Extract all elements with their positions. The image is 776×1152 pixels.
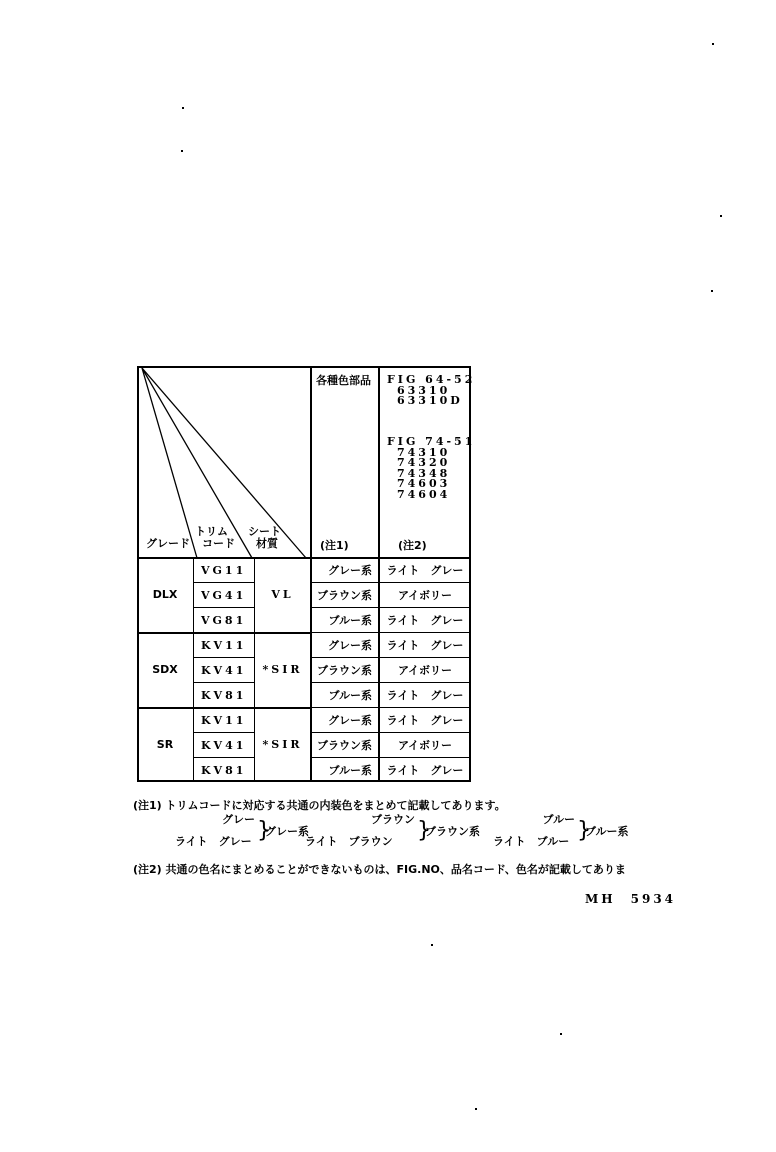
bracket-result: ブルー系 [585,825,629,838]
trim-code-cell: KV11 [201,714,247,727]
fig-code: 74603 [397,477,451,490]
row-divider [310,707,471,708]
trim-code-cell: VG81 [201,614,247,627]
parts-header: 各種色部品 [316,374,371,387]
row-divider [310,657,471,658]
trim-code-cell: KV81 [201,764,247,777]
note2-color-cell: ライト グレー [386,614,464,627]
brace-icon: } [577,818,591,843]
fig-code: 74310 [397,445,451,459]
note2-color-cell: ライト グレー [386,714,464,727]
seat-header: シート [248,525,281,538]
row-divider [193,682,255,683]
fig-block-1 [387,375,475,407]
fig-code: FIG 74-51 [387,435,476,448]
note1-header: (注1) [320,539,349,552]
note2-color-cell: ライト グレー [386,564,464,577]
bracket-bottom: ライト ブルー [493,835,570,848]
row-divider [310,682,471,683]
note1-color-cell: グレー系 [328,714,372,727]
fig-code: FIG 64-52 [387,373,476,386]
trim-header-2: コード [202,537,235,550]
note2-color-cell: アイボリー [397,739,452,752]
note-2: (注2) 共通の色名にまとめることができないものは、FIG.NO、品名コード、色名が記載してありま [133,863,626,876]
trim-code-cell: KV41 [201,664,247,677]
grade-cell: DLX [152,588,178,601]
note1-color-cell: ブラウン系 [317,589,372,602]
grade-cell: SDX [152,663,178,676]
note1-color-cell: ブラウン系 [317,664,372,677]
brace-icon: } [417,818,431,843]
note1-color-cell: ブラウン系 [317,739,372,752]
bracket-top: ブラウン [371,813,415,826]
trim-code-cell: KV11 [201,639,247,652]
row-divider [193,657,255,658]
trim-code-cell: VG41 [201,589,247,602]
note2-color-cell: ライト グレー [386,639,464,652]
row-divider [310,632,471,633]
trim-header: トリム [195,525,228,538]
seat-material-cell: *SIR [262,738,303,751]
row-divider [310,732,471,733]
row-divider [310,757,471,758]
bracket-result: グレー系 [265,825,309,838]
row-divider [193,757,255,758]
seat-header-2: 材質 [256,537,278,550]
seat-material-cell: VL [271,588,294,601]
bracket-bottom: ライト ブラウン [305,835,393,848]
bracket-top: ブルー [542,813,575,826]
note2-color-cell: ライト グレー [386,764,464,777]
note1-color-cell: ブルー系 [328,689,372,702]
note1-color-cell: グレー系 [328,639,372,652]
fig-code: 74604 [397,487,451,501]
note2-header: (注2) [398,539,427,552]
fig-code: 74320 [397,456,451,469]
bracket-top: グレー [222,813,255,826]
trim-code-cell: KV81 [201,689,247,702]
trim-code-cell: KV41 [201,739,247,752]
note2-color-cell: ライト グレー [386,689,464,702]
grade-header: グレード [146,537,190,550]
note-1: (注1) トリムコードに対応する共通の内装色をまとめて記載してあります。 [133,799,506,812]
bracket-bottom: ライト グレー [175,835,252,848]
trim-code-cell: VG11 [201,564,247,577]
seat-material-cell: *SIR [262,663,303,676]
row-divider [193,582,255,583]
note1-color-cell: ブルー系 [328,614,372,627]
fig-code: 74348 [397,466,451,480]
document-code: MH 5934 [585,892,677,906]
note1-color-cell: ブルー系 [328,764,372,777]
row-divider [310,607,471,608]
note1-color-cell: グレー系 [328,564,372,577]
fig-code: 63310 [397,383,451,397]
grade-cell: SR [156,738,174,751]
note2-color-cell: アイボリー [397,589,452,602]
row-divider [193,732,255,733]
brace-icon: } [257,818,271,843]
bracket-result: ブラウン系 [425,825,480,838]
row-divider [310,582,471,583]
fig-block-2 [387,437,475,500]
row-divider [193,607,255,608]
note2-color-cell: アイボリー [397,664,452,677]
fig-code: 63310D [397,394,463,407]
